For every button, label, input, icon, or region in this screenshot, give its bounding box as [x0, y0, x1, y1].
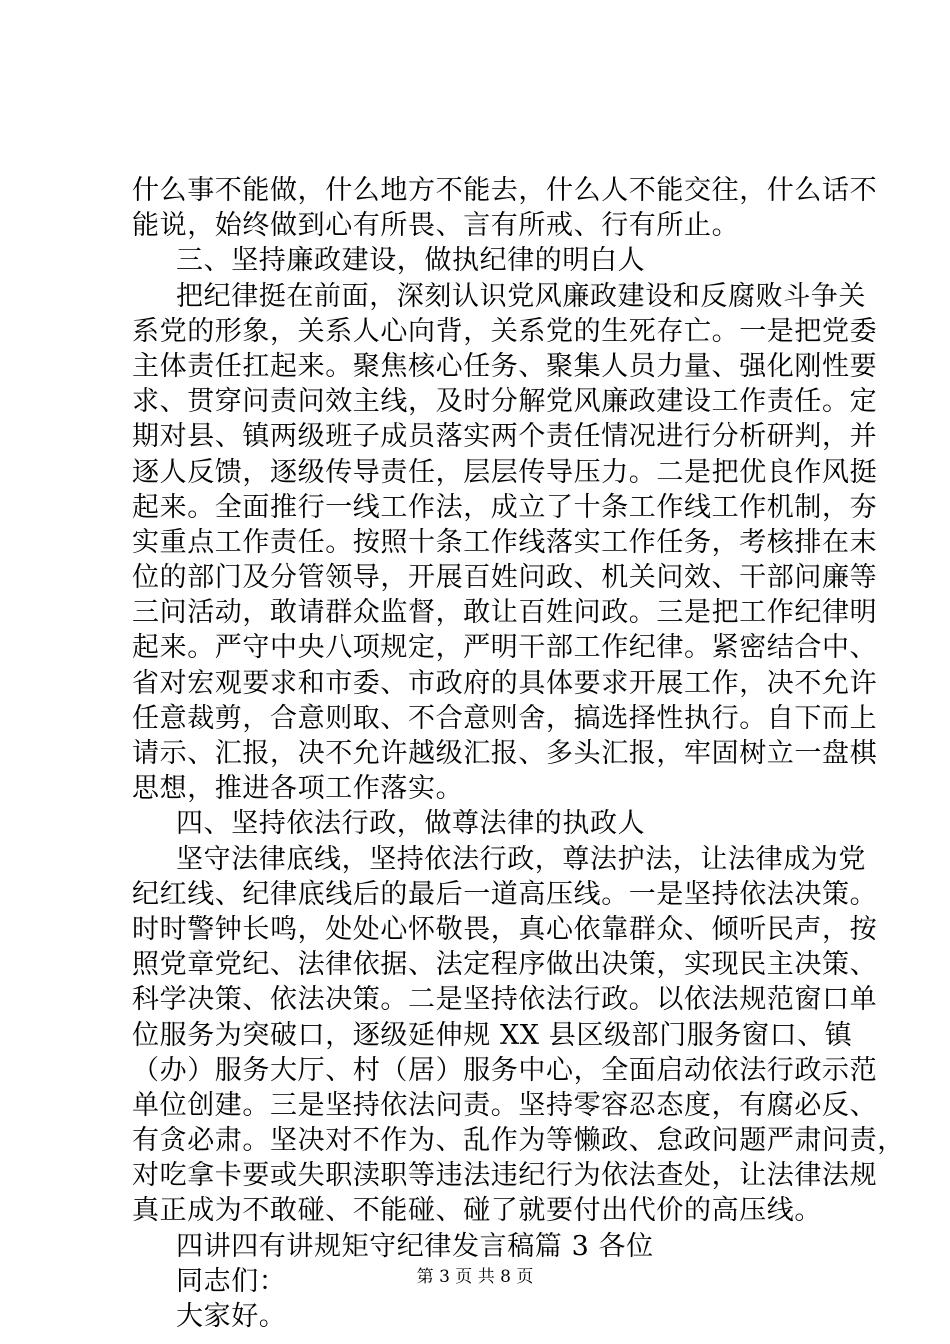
text-line: 把纪律挺在前面，深刻认识党风廉政建设和反腐败斗争关 [176, 280, 866, 312]
text-line: 主体责任扛起来。聚焦核心任务、聚集人员力量、强化刚性要 [132, 350, 878, 382]
text-line: 单位创建。三是坚持依法问责。坚持零容忍态度，有腐必反、 [132, 1089, 878, 1121]
text-line: 起来。严守中央八项规定，严明干部工作纪律。紧密结合中、 [132, 632, 878, 664]
text-line: 有贪必肃。坚决对不作为、乱作为等懒政、怠政问题严肃问责， [132, 1125, 905, 1157]
text-line: 时时警钟长鸣，处处心怀敬畏，真心依靠群众、倾听民声，按 [132, 913, 878, 945]
text-line: 三问活动，敢请群众监督，敢让百姓问政。三是把工作纪律明 [132, 597, 878, 629]
section-heading: 四、坚持依法行政，做尊法律的执政人 [176, 808, 646, 840]
text-line: 位服务为突破口，逐级延伸规 XX 县区级部门服务窗口、镇 [132, 1019, 853, 1051]
text-line: 省对宏观要求和市委、市政府的具体要求开展工作，决不允许 [132, 667, 878, 699]
document-body [132, 173, 905, 1334]
text-line: 什么事不能做，什么地方不能去，什么人不能交往，什么话不 [132, 175, 878, 206]
page-number: 第 3 页 共 8 页 [416, 1267, 534, 1287]
text-line: 起来。全面推行一线工作法，成立了十条工作线工作机制，夯 [132, 491, 878, 523]
text-line: 对吃拿卡要或失职渎职等违法违纪行为依法查处，让法律法规 [132, 1160, 878, 1192]
text-line: 位的部门及分管领导，开展百姓问政、机关问效、干部问廉等 [132, 562, 878, 594]
text-line: 纪红线、纪律底线后的最后一道高压线。一是坚持依法决策。 [132, 878, 878, 910]
page-footer [0, 1266, 950, 1288]
text-line: 四讲四有讲规矩守纪律发言稿篇 3 各位 [176, 1230, 654, 1262]
text-line: 真正成为不敢碰、不能碰、碰了就要付出代价的高压线。 [132, 1195, 822, 1227]
text-line: 逐人反馈，逐级传导责任，层层传导压力。二是把优良作风挺 [132, 456, 878, 488]
text-line: 实重点工作责任。按照十条工作线落实工作任务，考核排在末 [132, 526, 878, 558]
text-line: 大家好。 [176, 1301, 287, 1332]
text-line: （办）服务大厅、村（居）服务中心，全面启动依法行政示范 [132, 1054, 878, 1086]
text-line: 坚守法律底线，坚持依法行政，尊法护法，让法律成为党 [176, 843, 866, 875]
text-line: 任意裁剪，合意则取、不合意则舍，搞选择性执行。自下而上 [132, 702, 878, 734]
text-line: 同志们： [176, 1265, 287, 1297]
section-heading: 三、坚持廉政建设，做执纪律的明白人 [176, 245, 646, 277]
text-line: 求、贯穿问责问效主线，及时分解党风廉政建设工作责任。定 [132, 386, 878, 418]
text-line: 请示、汇报，决不允许越级汇报、多头汇报，牢固树立一盘棋 [132, 738, 878, 769]
text-line: 系党的形象，关系人心向背，关系党的生死存亡。一是把党委 [132, 315, 878, 347]
text-line: 思想，推进各项工作落实。 [132, 773, 464, 805]
text-line: 科学决策、依法决策。二是坚持依法行政。以依法规范窗口单 [132, 984, 878, 1016]
text-line: 能说，始终做到心有所畏、言有所戒、行有所止。 [132, 210, 740, 242]
text-line: 期对县、镇两级班子成员落实两个责任情况进行分析研判，并 [132, 421, 878, 453]
text-line: 照党章党纪、法律依据、法定程序做出决策，实现民主决策、 [132, 949, 878, 981]
